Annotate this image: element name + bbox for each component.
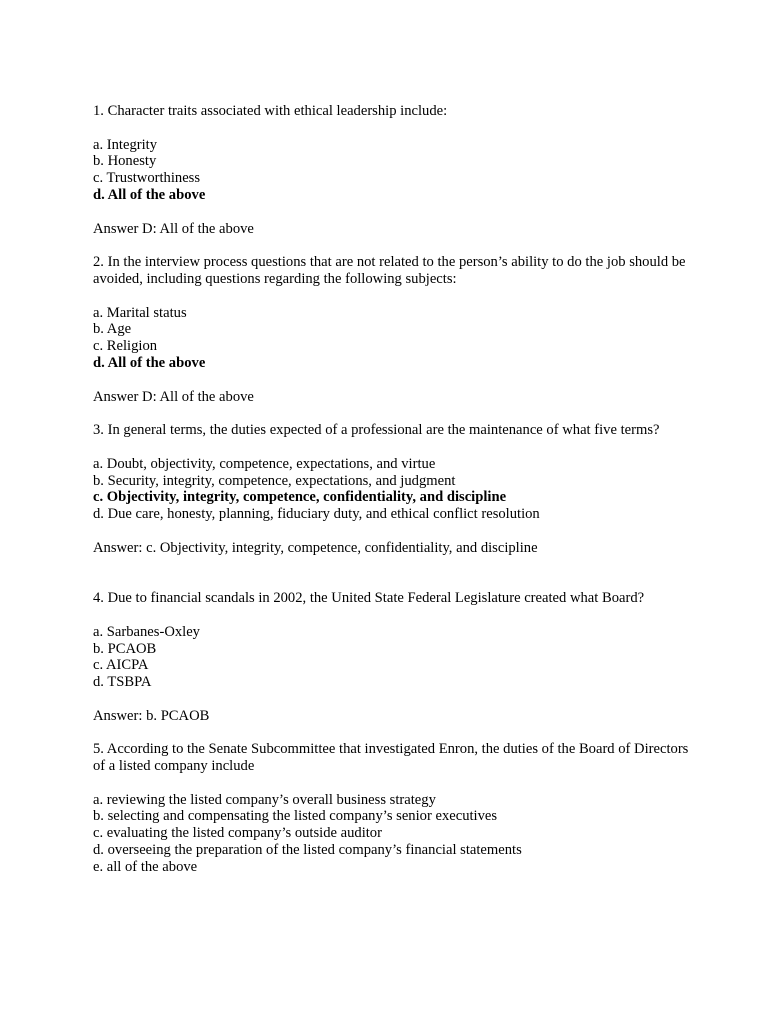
option-list xyxy=(93,624,693,691)
option-c: c. Religion xyxy=(93,338,158,355)
option-b: b. selecting and compensating the listed company’s senior executives xyxy=(93,808,498,825)
option-d-correct: d. All of the above xyxy=(93,186,206,203)
option-a: a. Doubt, objectivity, competence, expectations, and virtue xyxy=(93,455,436,472)
blank-line xyxy=(93,573,693,590)
option-a: a. reviewing the listed company’s overall business strategy xyxy=(93,791,436,808)
question-block-5 xyxy=(93,741,693,875)
question-text: 3. In general terms, the duties expected of a professional are the maintenance of what five terms? xyxy=(93,422,660,439)
question-block-3 xyxy=(93,422,693,590)
answer-text: Answer: c. Objectivity, integrity, competence, confidentiality, and discipline xyxy=(93,539,538,556)
question-text: 2. In the interview process questions that are not related to the person’s ability to do the job should be avoided, including questions regarding the following subjects: xyxy=(93,254,686,287)
option-d: d. TSBPA xyxy=(93,674,152,691)
option-b: b. Honesty xyxy=(93,153,157,170)
option-a: a. Marital status xyxy=(93,304,187,321)
option-d: d. Due care, honesty, planning, fiduciary duty, and ethical conflict resolution xyxy=(93,506,540,523)
document-page xyxy=(93,103,693,892)
option-c-correct: c. Objectivity, integrity, competence, confidentiality, and discipline xyxy=(93,489,507,506)
question-block-4 xyxy=(93,590,693,724)
question-text: 1. Character traits associated with ethical leadership include: xyxy=(93,103,448,119)
option-b: b. Security, integrity, competence, expectations, and judgment xyxy=(93,472,456,489)
option-b: b. PCAOB xyxy=(93,640,157,657)
option-e: e. all of the above xyxy=(93,858,198,875)
question-text: 5. According to the Senate Subcommittee that investigated Enron, the duties of the Board of Directors of a listed company include xyxy=(93,741,689,775)
option-b: b. Age xyxy=(93,321,132,338)
option-list xyxy=(93,137,693,204)
option-list xyxy=(93,305,693,372)
option-c: c. AICPA xyxy=(93,657,149,674)
question-text: 4. Due to financial scandals in 2002, the United State Federal Legislature created what Board? xyxy=(93,590,645,607)
option-d: d. overseeing the preparation of the listed company’s financial statements xyxy=(93,842,522,859)
option-list xyxy=(93,456,693,523)
answer-text: Answer: b. PCAOB xyxy=(93,707,210,724)
option-c: c. Trustworthiness xyxy=(93,170,201,187)
option-d-correct: d. All of the above xyxy=(93,354,206,371)
question-block-2 xyxy=(93,254,693,405)
option-a: a. Sarbanes-Oxley xyxy=(93,623,200,640)
option-list xyxy=(93,792,693,876)
option-a: a. Integrity xyxy=(93,136,158,153)
answer-text: Answer D: All of the above xyxy=(93,220,254,237)
answer-text: Answer D: All of the above xyxy=(93,388,254,405)
question-block-1 xyxy=(93,103,693,237)
option-c: c. evaluating the listed company’s outside auditor xyxy=(93,825,382,842)
